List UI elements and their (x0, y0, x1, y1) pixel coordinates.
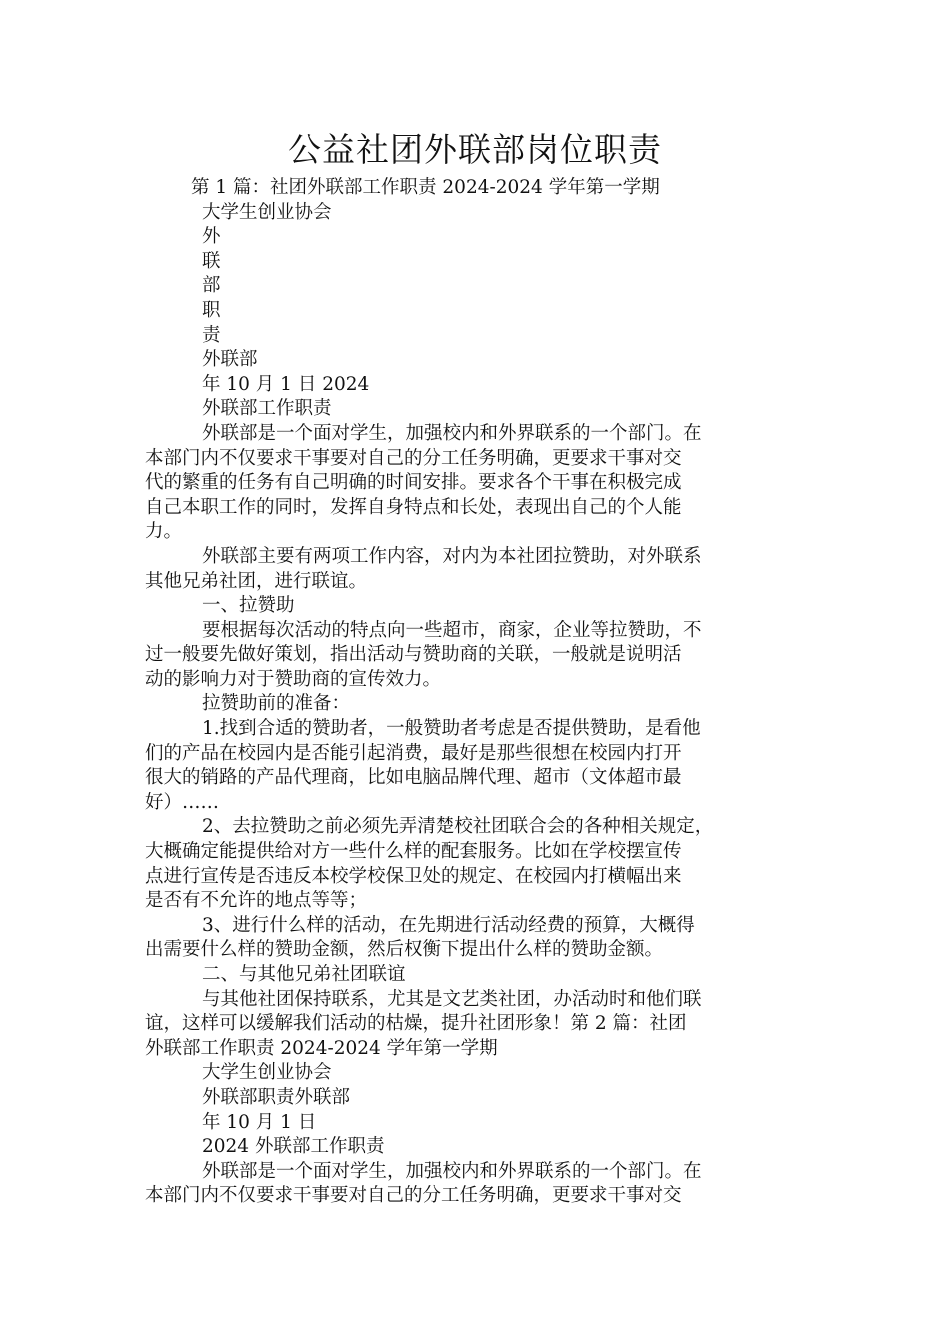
text-line: 外联部工作职责 2024-2024 学年第一学期 (145, 1037, 498, 1059)
text-line: 外联部是一个面对学生，加强校内和外界联系的一个部门。在 (202, 422, 702, 444)
text-line: 年 10 月 1 日 2024 (202, 373, 370, 395)
text-line: 很大的销路的产品代理商，比如电脑品牌代理、超市（文体超市最 (145, 767, 682, 789)
text-line: 部 (202, 275, 221, 297)
text-line: 外联部职责外联部 (202, 1086, 351, 1108)
text-line: 责 (202, 324, 221, 346)
text-line: 其他兄弟社团，进行联谊。 (145, 570, 368, 592)
text-line: 出需要什么样的赞助金额，然后权衡下提出什么样的赞助金额。 (145, 939, 664, 961)
text-line: 力。 (145, 521, 183, 543)
text-line: 外联部工作职责 (202, 398, 332, 420)
text-line: 二、与其他兄弟社团联谊 (202, 964, 406, 985)
text-line: 拉赞助前的准备： (202, 693, 351, 715)
text-line: 与其他社团保持联系，尤其是文艺类社团，办活动时和他们联 (202, 988, 702, 1010)
text-line: 1.找到合适的赞助者，一般赞助者考虑是否提供赞助，是看他 (202, 718, 701, 740)
text-line: 要根据每次活动的特点向一些超市，商家，企业等拉赞助，不 (202, 619, 702, 641)
text-line: 外联部主要有两项工作内容，对内为本社团拉赞助，对外联系 (202, 545, 702, 567)
text-line: 好）…… (145, 791, 220, 813)
text-line: 外 (202, 226, 221, 248)
text-line: 代的繁重的任务有自己明确的时间安排。要求各个干事在积极完成 (145, 472, 682, 494)
text-line: 2024 外联部工作职责 (202, 1136, 385, 1158)
text-line: 大学生创业协会 (202, 1062, 332, 1084)
text-line: 们的产品在校园内是否能引起消费，最好是那些很想在校园内打开 (145, 742, 682, 764)
document-title: 公益社团外联部岗位职责 (288, 130, 662, 169)
text-line: 2、去拉赞助之前必须先弄清楚校社团联合会的各种相关规定， (202, 816, 714, 838)
text-line: 谊，这样可以缓解我们活动的枯燥，提升社团形象！第 2 篇：社团 (145, 1013, 687, 1035)
text-line: 外联部 (202, 349, 258, 371)
text-line: 第 1 篇：社团外联部工作职责 2024-2024 学年第一学期 (191, 177, 660, 198)
text-line: 是否有不允许的地点等等； (145, 890, 368, 912)
document-body (145, 176, 817, 1209)
text-line: 外联部是一个面对学生，加强校内和外界联系的一个部门。在 (202, 1160, 702, 1182)
text-line: 自己本职工作的同时，发挥自身特点和长处，表现出自己的个人能 (145, 496, 682, 518)
text-line: 点进行宣传是否违反本校学校保卫处的规定、在校园内打横幅出来 (145, 865, 682, 887)
text-line: 大概确定能提供给对方一些什么样的配套服务。比如在学校摆宣传 (145, 841, 682, 863)
text-line: 职 (202, 299, 221, 321)
text-line: 一、拉赞助 (202, 595, 295, 617)
text-line: 动的影响力对于赞助商的宣传效力。 (145, 668, 442, 690)
text-line: 本部门内不仅要求干事要对自己的分工任务明确，更要求干事对交 (145, 447, 682, 469)
text-line: 本部门内不仅要求干事要对自己的分工任务明确，更要求干事对交 (145, 1185, 682, 1207)
text-line: 3、进行什么样的活动，在先期进行活动经费的预算，大概得 (202, 914, 695, 936)
text-line: 年 10 月 1 日 (202, 1111, 317, 1133)
text-line: 联 (202, 250, 221, 272)
text-line: 过一般要先做好策划，指出活动与赞助商的关联，一般就是说明活 (145, 644, 682, 666)
text-line: 大学生创业协会 (202, 201, 332, 223)
